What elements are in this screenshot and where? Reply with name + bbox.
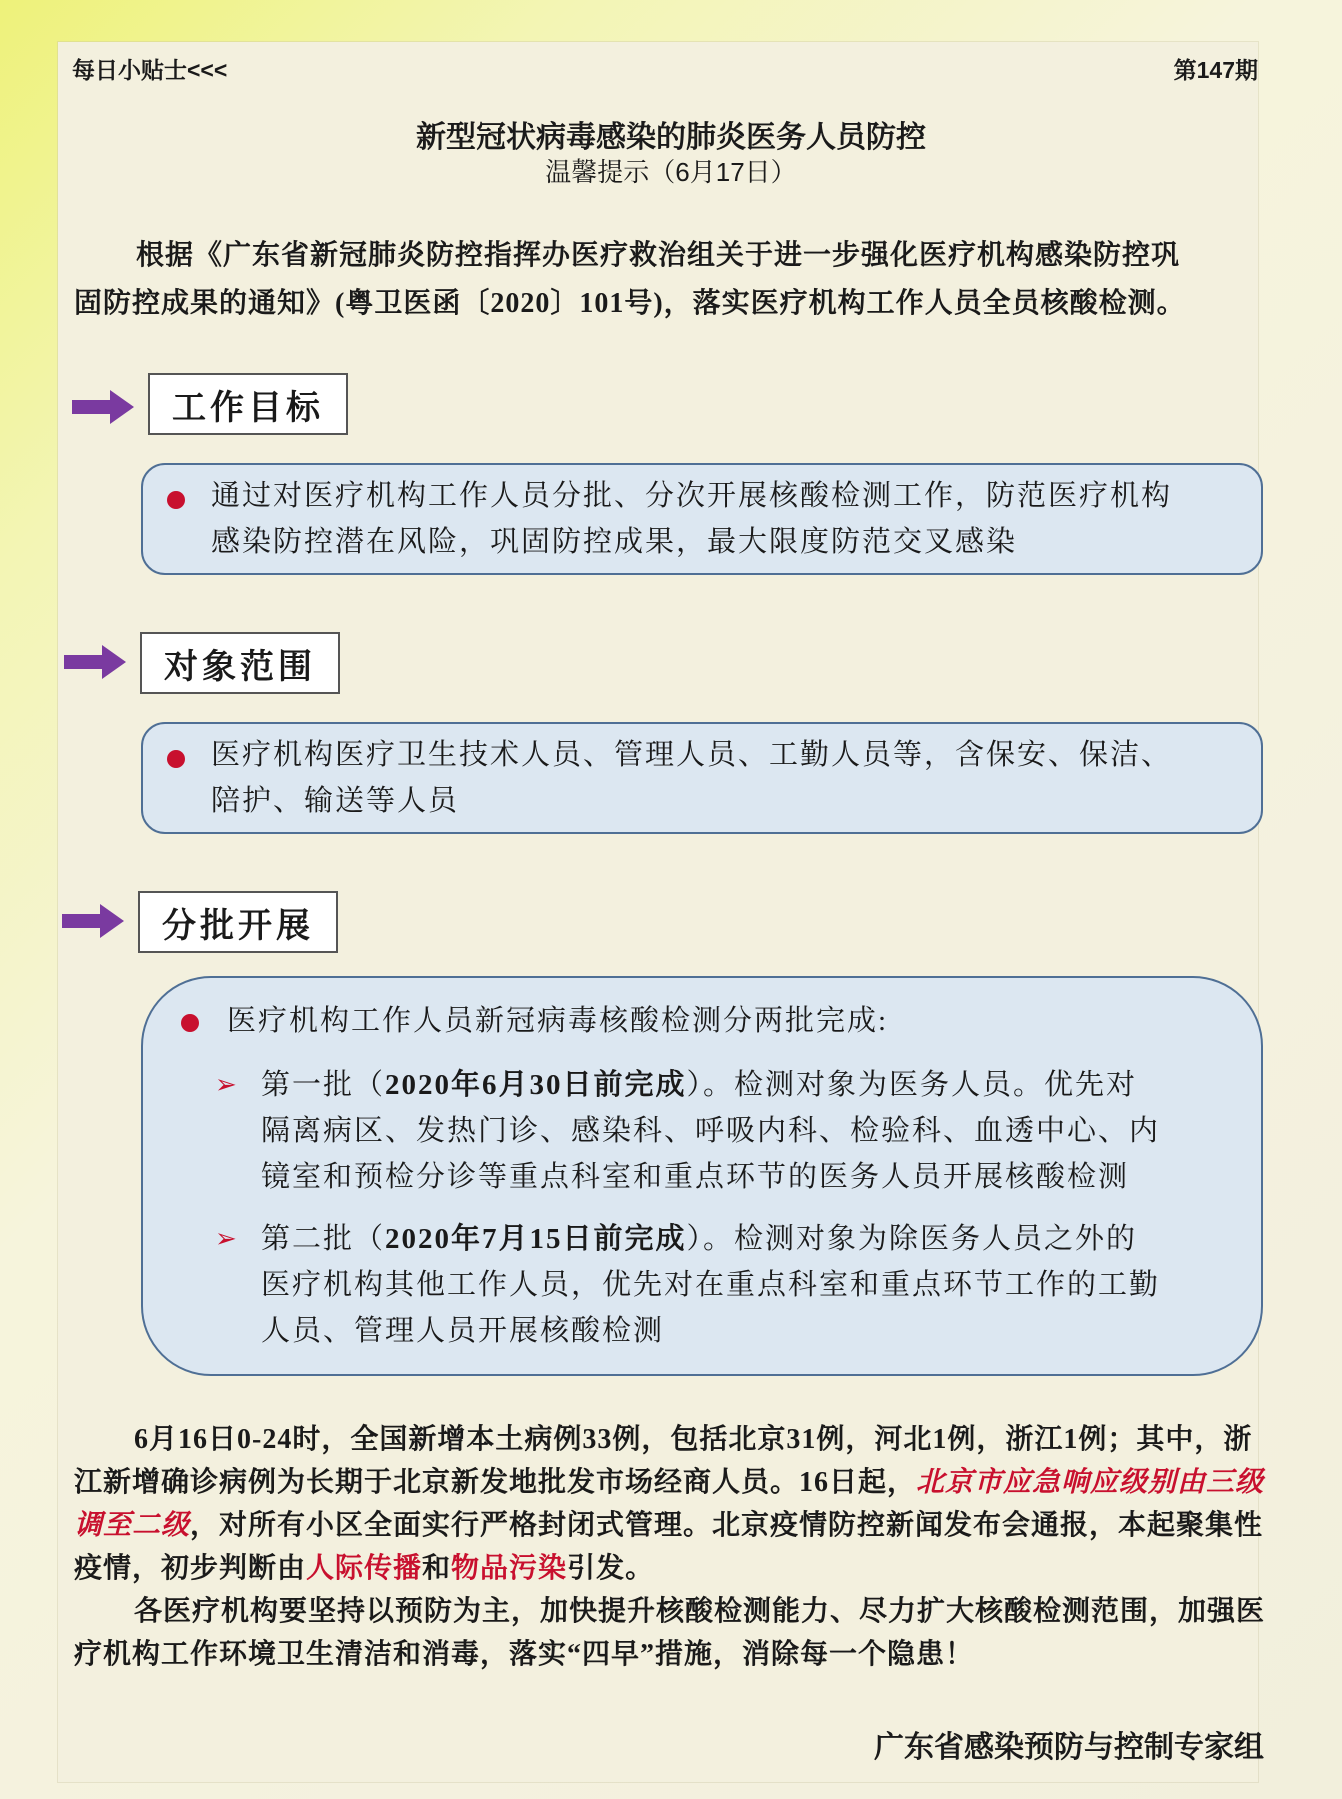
red-dot-icon	[167, 491, 185, 509]
chevron-right-icon: ➢	[215, 1224, 237, 1254]
summary-paragraph-2: 各医疗机构要坚持以预防为主，加快提升核酸检测能力、尽力扩大核酸检测范围，加强医疗机构工作环境卫生清洁和消毒，落实“四早”措施，消除每一个隐患！	[74, 1596, 1266, 1670]
goal-card	[141, 463, 1263, 575]
red-dot-icon	[167, 750, 185, 768]
right-arrow-icon	[64, 645, 126, 679]
scope-card	[141, 722, 1263, 834]
goal-line-1: 通过对医疗机构工作人员分批、分次开展核酸检测工作，防范医疗机构	[211, 480, 1173, 512]
scope-line-2: 陪护、输送等人员	[211, 785, 460, 817]
summary-section	[74, 1418, 1274, 1676]
intro-line-1: 根据《广东省新冠肺炎防控指挥办医疗救治组关于进一步强化医疗机构感染防控巩	[136, 240, 1181, 271]
batch-first-line-3: 镜室和预检分诊等重点科室和重点环节的医务人员开展核酸检测	[261, 1161, 1130, 1193]
page-title: 新型冠状病毒感染的肺炎医务人员防控	[416, 121, 926, 154]
batch-second-line-1: 第二批（2020年7月15日前完成）。检测对象为除医务人员之外的	[261, 1223, 1138, 1255]
daily-tip-label: 每日小贴士<<<	[72, 57, 228, 83]
red-dot-icon	[181, 1014, 199, 1032]
scope-text	[211, 732, 1172, 824]
page-subtitle: 温馨提示（6月17日）	[545, 157, 797, 187]
section-title-scope: 对象范围	[140, 632, 340, 694]
author-signature: 广东省感染预防与控制专家组	[874, 1731, 1264, 1764]
contamination-highlight: 物品污染	[451, 1553, 568, 1584]
chevron-right-icon: ➢	[215, 1070, 237, 1100]
summary-paragraph-1: 6月16日0-24时，全国新增本土病例33例，包括北京31例，河北1例，浙江1例；其中，浙江新增确诊病例为长期于北京新发地批发市场经商人员。16日起，北京市应急响应级别由三级调至二级，对所有小区全面实行严格封闭式管理。北京疫情防控新闻发布会通报，本起聚集性疫情，初步判断由人际传播和物品污染引发。	[74, 1424, 1265, 1584]
transmission-highlight: 人际传播	[306, 1553, 423, 1584]
batch-first-line-2: 隔离病区、发热门诊、感染科、呼吸内科、检验科、血透中心、内	[261, 1115, 1161, 1147]
batch-lead: 医疗机构工作人员新冠病毒核酸检测分两批完成:	[227, 1005, 889, 1037]
issue-number: 第147期	[1173, 57, 1258, 83]
scope-line-1: 医疗机构医疗卫生技术人员、管理人员、工勤人员等，含保安、保洁、	[211, 739, 1173, 771]
goal-line-2: 感染防控潜在风险，巩固防控成果，最大限度防范交叉感染	[211, 526, 1018, 558]
goal-text	[211, 473, 1172, 565]
batch-first	[261, 1062, 1160, 1200]
intro-line-2: 固防控成果的通知》(粤卫医函〔2020〕101号)，落实医疗机构工作人员全员核酸检测。	[74, 288, 1186, 319]
batch-first-line-1: 第一批（2020年6月30日前完成）。检测对象为医务人员。优先对	[261, 1069, 1138, 1101]
batch-second-line-3: 人员、管理人员开展核酸检测	[261, 1315, 665, 1347]
batch-second-line-2: 医疗机构其他工作人员，优先对在重点科室和重点环节工作的工勤	[261, 1269, 1161, 1301]
response-level-highlight: 北京市应急响应级别由三级调至二级	[74, 1467, 1265, 1541]
intro-paragraph	[74, 232, 1274, 328]
right-arrow-icon	[62, 904, 124, 938]
section-title-batch: 分批开展	[138, 891, 338, 953]
batch-second	[261, 1216, 1160, 1354]
right-arrow-icon	[72, 390, 134, 424]
batch-card	[141, 976, 1263, 1376]
section-title-goal: 工作目标	[148, 373, 348, 435]
